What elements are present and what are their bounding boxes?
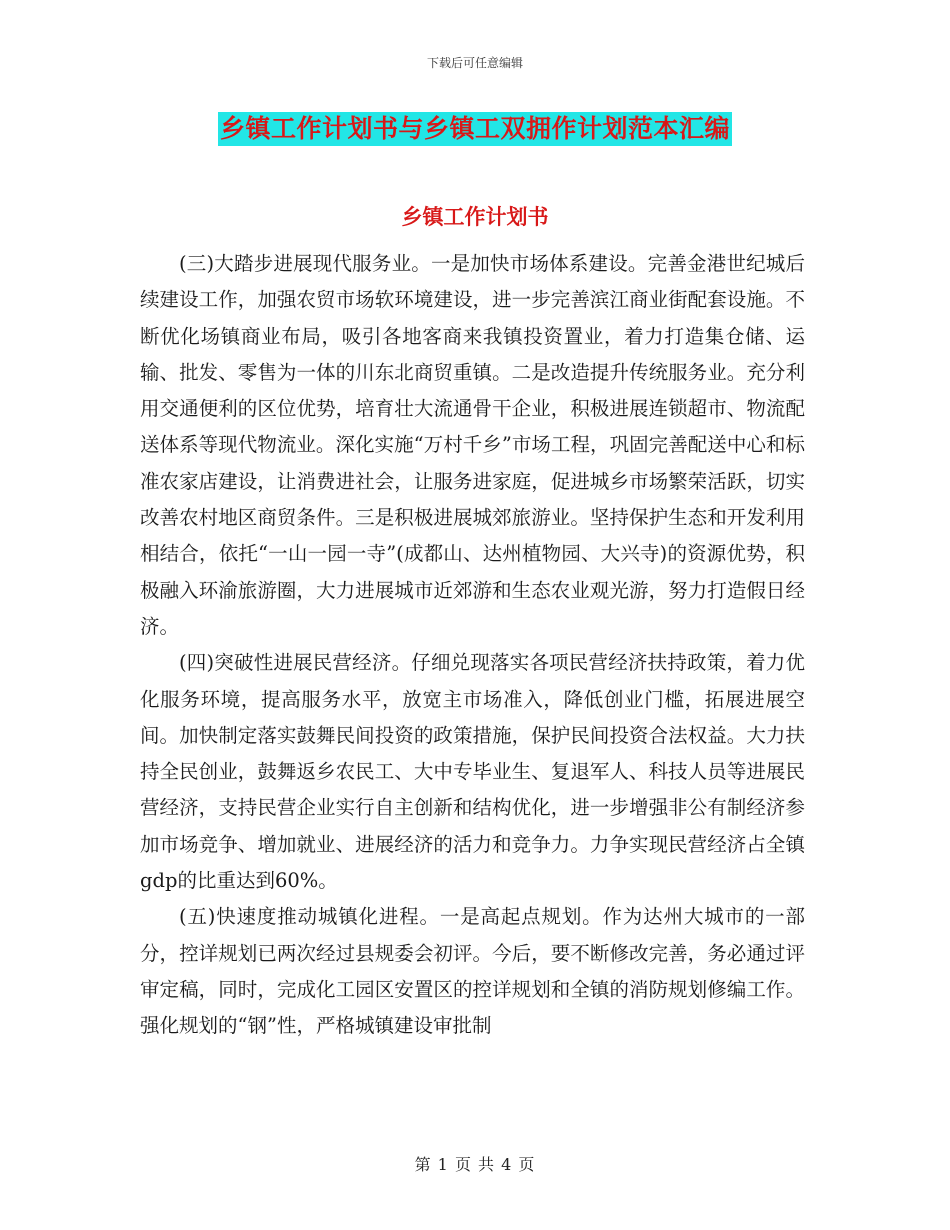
paragraph-private-economy: (四)突破性进展民营经济。仔细兑现落实各项民营经济扶持政策，着力优化服务环境，提高服务水平，放宽主市场准入，降低创业门槛，拓展进展空间。加快制定落实鼓舞民间投资的政策措施，保护民间投资合法权益。大力扶持全民创业，鼓舞返乡农民工、大中专毕业生、复退军人、科技人员等进展民营经济，支持民营企业实行自主创新和结构优化，进一步增强非公有制经济参加市场竞争、增加就业、进展经济的活力和竞争力。力争实现民营经济占全镇gdp的比重达到60%。 xyxy=(140,651,805,893)
section-title: 乡镇工作计划书 xyxy=(401,205,549,229)
body-text xyxy=(140,246,805,1045)
main-title-text: 乡镇工作计划书与乡镇工双拥作计划范本汇编 xyxy=(218,112,732,146)
paragraph-services: (三)大踏步进展现代服务业。一是加快市场体系建设。完善金港世纪城后续建设工作，加强农贸市场软环境建设，进一步完善滨江商业街配套设施。不断优化场镇商业布局，吸引各地客商来我镇投资置业，着力打造集仓储、运输、批发、零售为一体的川东北商贸重镇。二是改造提升传统服务业。充分利用交通便利的区位优势，培育壮大流通骨干企业，积极进展连锁超市、物流配送体系等现代物流业。深化实施“万村千乡”市场工程，巩固完善配送中心和标准农家店建设，让消费进社会，让服务进家庭，促进城乡市场繁荣活跃，切实改善农村地区商贸条件。三是积极进展城郊旅游业。坚持保护生态和开发利用相结合，依托“一山一园一寺”(成都山、达州植物园、大兴寺)的资源优势，积极融入环渝旅游圈，大力进展城市近郊游和生态农业观光游，努力打造假日经济。 xyxy=(140,252,805,638)
main-title xyxy=(0,112,950,149)
header-note: 下载后可任意编辑 xyxy=(426,56,523,70)
page-footer: 第 1 页 共 4 页 xyxy=(414,1155,536,1174)
paragraph-urbanization: (五)快速度推动城镇化进程。一是高起点规划。作为达州大城市的一部分，控详规划已两次经过县规委会初评。今后，要不断修改完善，务必通过评审定稿，同时，完成化工园区安置区的控详规划和全镇的消防规划修编工作。强化规划的“钢”性，严格城镇建设审批制 xyxy=(140,905,805,1038)
